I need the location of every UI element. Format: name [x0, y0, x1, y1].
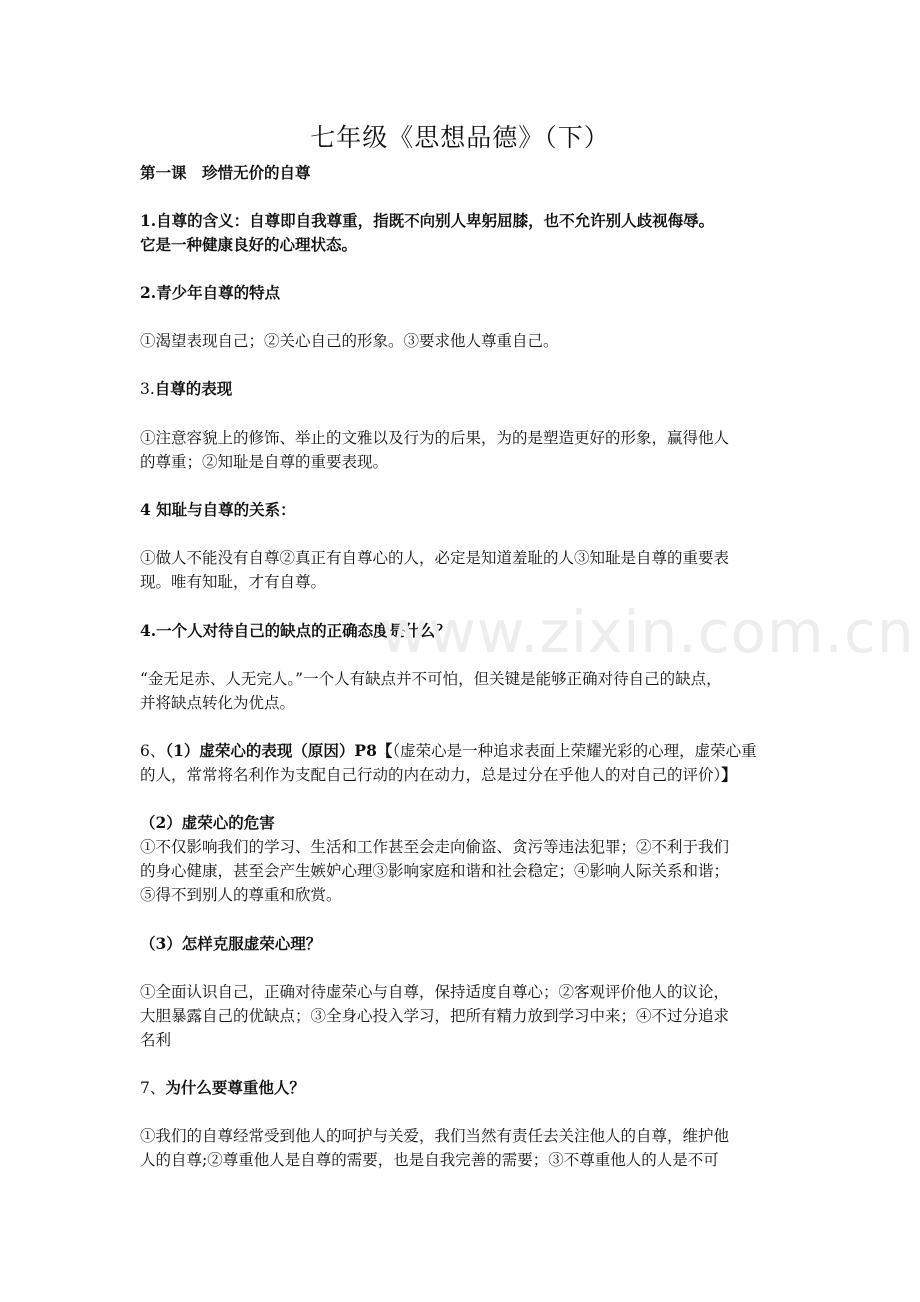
- section-7-line-1: ①我们的自尊经常受到他人的呵护与关爱，我们当然有责任去关注他人的自尊，维护他: [140, 1127, 730, 1145]
- section-3-number: 3.: [140, 380, 155, 398]
- section-7-heading: [140, 1076, 305, 1100]
- section-6-2-line-2: 的身心健康，甚至会产生嫉妒心理③影响家庭和谐和社会稳定；④影响人际关系和谐；: [140, 862, 730, 880]
- section-6-3-heading: （3）怎样克服虚荣心理？: [140, 934, 322, 953]
- section-6-line-1: [140, 739, 757, 763]
- section-2-body: ①渴望表现自己；②关心自己的形象。③要求他人尊重自己。: [140, 332, 559, 350]
- section-3-title: 自尊的表现: [154, 379, 233, 398]
- section-6-heading: （1）虚荣心的表现（原因）P8【: [165, 741, 393, 760]
- section-6-text-2: 的人，常常将名利作为支配自己行动的内在动力，总是过分在乎他人的对自己的评价）: [140, 766, 722, 784]
- section-6-3-line-3: 名利: [140, 1031, 172, 1049]
- section-5-line-2: 并将缺点转化为优点。: [140, 694, 296, 712]
- section-6-2-line-3: ⑤得不到别人的尊重和欣赏。: [140, 886, 342, 904]
- section-2-heading: 2.青少年自尊的特点: [140, 283, 281, 302]
- section-4-line-1: ①做人不能没有自尊②真正有自尊心的人，必定是知道羞耻的人③知耻是自尊的重要表: [140, 549, 730, 567]
- section-1-line-2: 它是一种健康良好的心理状态。: [140, 235, 358, 254]
- section-6-line-2: [140, 763, 737, 787]
- section-3-line-2: 的尊重；②知耻是自尊的重要表现。: [140, 453, 389, 471]
- section-6-3-line-1: ①全面认识自己，正确对待虚荣心与自尊，保持适度自尊心；②客观评价他人的议论，: [140, 983, 730, 1001]
- section-4-heading: 4 知耻与自尊的关系：: [140, 500, 296, 519]
- section-4-line-2: 现。唯有知耻，才有自尊。: [140, 573, 327, 591]
- section-3-line-1: ①注意容貌上的修饰、举止的文雅以及行为的后果，为的是塑造更好的形象，赢得他人: [140, 429, 730, 447]
- watermark: www.zixin.com.cn: [380, 598, 915, 666]
- section-6-2-heading: （2）虚荣心的危害: [140, 813, 275, 832]
- section-5-heading: 4.一个人对待自己的缺点的正确态度是什么？: [140, 621, 451, 640]
- section-6-text: （虚荣心是一种追求表面上荣耀光彩的心理，虚荣心重: [392, 742, 757, 760]
- section-7-number: 7、: [140, 1079, 166, 1097]
- document-title: 七年级《思想品德》（下）: [310, 123, 610, 152]
- section-6-2-line-1: ①不仅影响我们的学习、生活和工作甚至会走向偷盗、贪污等违法犯罪；②不利于我们: [140, 838, 730, 856]
- section-7-title: 为什么要尊重他人？: [165, 1078, 305, 1097]
- section-6-close-bracket: 】: [721, 765, 737, 784]
- section-5-line-1: “金无足赤、人无完人。”一个人有缺点并不可怕，但关键是能够正确对待自己的缺点，: [140, 670, 722, 688]
- section-6-3-line-2: 大胆暴露自己的优缺点；③全身心投入学习，把所有精力放到学习中来；④不过分追求: [140, 1007, 730, 1025]
- section-6-number: 6、: [140, 742, 166, 760]
- section-1-line-1: 1.自尊的含义：自尊即自我尊重，指既不向别人卑躬屈膝，也不允许别人歧视侮辱。: [140, 211, 715, 230]
- section-3-heading: [140, 377, 232, 401]
- section-7-line-2: 人的自尊;②尊重他人是自尊的需要，也是自我完善的需要；③不尊重他人的人是不可: [140, 1151, 719, 1169]
- lesson-heading: 第一课 珍惜无价的自尊: [140, 163, 311, 182]
